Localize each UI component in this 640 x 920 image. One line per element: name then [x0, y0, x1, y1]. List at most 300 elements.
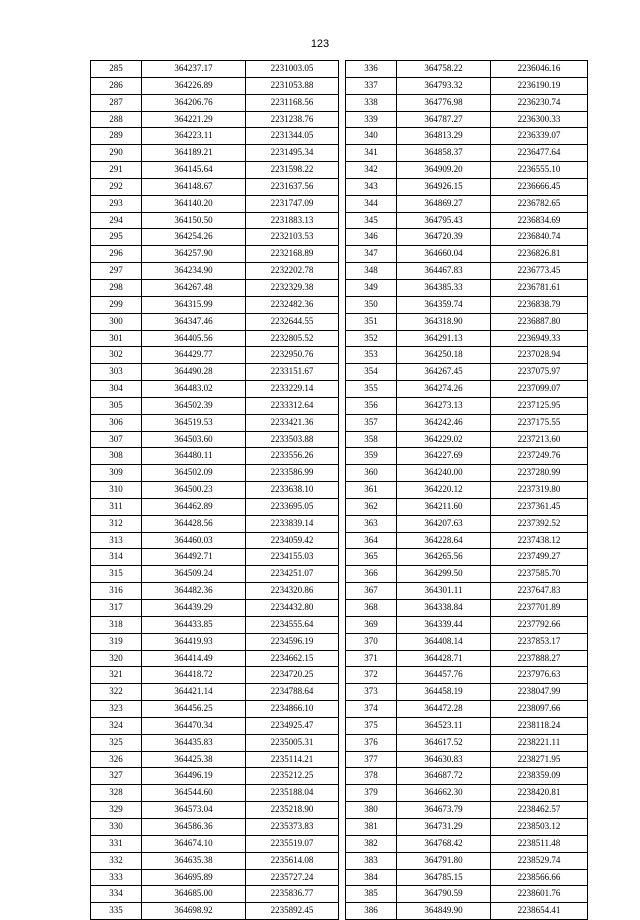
- point-number-cell: 369: [346, 616, 397, 633]
- point-number-cell: 350: [346, 296, 397, 313]
- point-number-cell: 353: [346, 347, 397, 364]
- x-coordinate-cell: 364267.48: [142, 279, 246, 296]
- table-row: [91, 77, 339, 94]
- table-row: [346, 852, 588, 869]
- point-number-cell: 384: [346, 869, 397, 886]
- table-row: [91, 886, 339, 903]
- y-coordinate-cell: 2231637.56: [246, 178, 339, 195]
- x-coordinate-cell: 364254.26: [142, 229, 246, 246]
- table-row: [91, 145, 339, 162]
- point-number-cell: 327: [91, 768, 142, 785]
- point-number-cell: 304: [91, 381, 142, 398]
- x-coordinate-cell: 364148.67: [142, 178, 246, 195]
- point-number-cell: 347: [346, 246, 397, 263]
- y-coordinate-cell: 2236834.69: [491, 212, 588, 229]
- y-coordinate-cell: 2237888.27: [491, 650, 588, 667]
- point-number-cell: 360: [346, 465, 397, 482]
- y-coordinate-cell: 2234155.03: [246, 549, 339, 566]
- y-coordinate-cell: 2236840.74: [491, 229, 588, 246]
- point-number-cell: 354: [346, 364, 397, 381]
- table-row: [346, 145, 588, 162]
- point-number-cell: 340: [346, 128, 397, 145]
- table-row: [346, 802, 588, 819]
- point-number-cell: 314: [91, 549, 142, 566]
- point-number-cell: 383: [346, 852, 397, 869]
- y-coordinate-cell: 2238529.74: [491, 852, 588, 869]
- table-row: [346, 583, 588, 600]
- table-row: [346, 364, 588, 381]
- y-coordinate-cell: 2235212.25: [246, 768, 339, 785]
- point-number-cell: 292: [91, 178, 142, 195]
- x-coordinate-cell: 364503.60: [142, 431, 246, 448]
- y-coordinate-cell: 2236949.33: [491, 330, 588, 347]
- table-row: [346, 195, 588, 212]
- y-coordinate-cell: 2237319.80: [491, 482, 588, 499]
- table-row: [346, 869, 588, 886]
- y-coordinate-cell: 2234251.07: [246, 566, 339, 583]
- table-row: [91, 94, 339, 111]
- table-row: [91, 296, 339, 313]
- y-coordinate-cell: 2234059.42: [246, 532, 339, 549]
- point-number-cell: 355: [346, 381, 397, 398]
- table-row: [346, 482, 588, 499]
- x-coordinate-cell: 364500.23: [142, 482, 246, 499]
- y-coordinate-cell: 2234555.64: [246, 616, 339, 633]
- y-coordinate-cell: 2236230.74: [491, 94, 588, 111]
- table-row: [346, 381, 588, 398]
- point-number-cell: 321: [91, 667, 142, 684]
- y-coordinate-cell: 2236190.19: [491, 77, 588, 94]
- table-row: [91, 903, 339, 920]
- table-row: [346, 818, 588, 835]
- table-row: [91, 448, 339, 465]
- y-coordinate-cell: 2233586.99: [246, 465, 339, 482]
- table-row: [346, 313, 588, 330]
- y-coordinate-cell: 2237280.99: [491, 465, 588, 482]
- table-row: [91, 515, 339, 532]
- point-number-cell: 337: [346, 77, 397, 94]
- x-coordinate-cell: 364250.18: [397, 347, 491, 364]
- x-coordinate-cell: 364630.83: [397, 751, 491, 768]
- table-row: [91, 498, 339, 515]
- point-number-cell: 293: [91, 195, 142, 212]
- point-number-cell: 362: [346, 498, 397, 515]
- table-row: [91, 397, 339, 414]
- point-number-cell: 325: [91, 734, 142, 751]
- table-row: [346, 465, 588, 482]
- table-row: [91, 549, 339, 566]
- y-coordinate-cell: 2231168.56: [246, 94, 339, 111]
- table-row: [91, 364, 339, 381]
- x-coordinate-cell: 364462.89: [142, 498, 246, 515]
- point-number-cell: 366: [346, 566, 397, 583]
- point-number-cell: 332: [91, 852, 142, 869]
- x-coordinate-cell: 364586.36: [142, 818, 246, 835]
- table-row: [346, 903, 588, 920]
- y-coordinate-cell: 2232950.76: [246, 347, 339, 364]
- page-number: 123: [310, 38, 330, 50]
- y-coordinate-cell: 2235218.90: [246, 802, 339, 819]
- y-coordinate-cell: 2234432.80: [246, 600, 339, 617]
- y-coordinate-cell: 2236046.16: [491, 61, 588, 78]
- y-coordinate-cell: 2238601.76: [491, 886, 588, 903]
- table-row: [346, 296, 588, 313]
- point-number-cell: 322: [91, 684, 142, 701]
- y-coordinate-cell: 2232805.52: [246, 330, 339, 347]
- x-coordinate-cell: 364226.89: [142, 77, 246, 94]
- table-row: [91, 566, 339, 583]
- point-number-cell: 302: [91, 347, 142, 364]
- point-number-cell: 376: [346, 734, 397, 751]
- x-coordinate-cell: 364418.72: [142, 667, 246, 684]
- x-coordinate-cell: 364429.77: [142, 347, 246, 364]
- y-coordinate-cell: 2236887.80: [491, 313, 588, 330]
- point-number-cell: 386: [346, 903, 397, 920]
- y-coordinate-cell: 2236555.10: [491, 162, 588, 179]
- y-coordinate-cell: 2237099.07: [491, 381, 588, 398]
- table-row: [91, 195, 339, 212]
- point-number-cell: 335: [91, 903, 142, 920]
- y-coordinate-cell: 2233638.10: [246, 482, 339, 499]
- y-coordinate-cell: 2234866.10: [246, 701, 339, 718]
- x-coordinate-cell: 364758.22: [397, 61, 491, 78]
- x-coordinate-cell: 364470.34: [142, 717, 246, 734]
- point-number-cell: 330: [91, 818, 142, 835]
- point-number-cell: 373: [346, 684, 397, 701]
- y-coordinate-cell: 2237028.94: [491, 347, 588, 364]
- x-coordinate-cell: 364573.04: [142, 802, 246, 819]
- point-number-cell: 319: [91, 633, 142, 650]
- point-number-cell: 338: [346, 94, 397, 111]
- x-coordinate-cell: 364785.15: [397, 869, 491, 886]
- x-coordinate-cell: 364791.80: [397, 852, 491, 869]
- table-row: [346, 717, 588, 734]
- point-number-cell: 381: [346, 818, 397, 835]
- x-coordinate-cell: 364685.00: [142, 886, 246, 903]
- x-coordinate-cell: 364385.33: [397, 279, 491, 296]
- table-row: [346, 229, 588, 246]
- table-row: [91, 869, 339, 886]
- point-number-cell: 288: [91, 111, 142, 128]
- x-coordinate-cell: 364207.63: [397, 515, 491, 532]
- x-coordinate-cell: 364662.30: [397, 785, 491, 802]
- point-number-cell: 371: [346, 650, 397, 667]
- table-row: [346, 684, 588, 701]
- y-coordinate-cell: 2237585.70: [491, 566, 588, 583]
- table-row: [346, 751, 588, 768]
- table-row: [91, 701, 339, 718]
- point-number-cell: 380: [346, 802, 397, 819]
- table-row: [346, 414, 588, 431]
- y-coordinate-cell: 2238047.99: [491, 684, 588, 701]
- x-coordinate-cell: 364299.50: [397, 566, 491, 583]
- x-coordinate-cell: 364509.24: [142, 566, 246, 583]
- point-number-cell: 348: [346, 263, 397, 280]
- y-coordinate-cell: 2237361.45: [491, 498, 588, 515]
- point-number-cell: 316: [91, 583, 142, 600]
- coordinate-table-right: [345, 60, 588, 920]
- point-number-cell: 375: [346, 717, 397, 734]
- x-coordinate-cell: 364456.25: [142, 701, 246, 718]
- point-number-cell: 364: [346, 532, 397, 549]
- y-coordinate-cell: 2233421.36: [246, 414, 339, 431]
- table-row: [91, 431, 339, 448]
- x-coordinate-cell: 364227.69: [397, 448, 491, 465]
- x-coordinate-cell: 364482.36: [142, 583, 246, 600]
- x-coordinate-cell: 364150.50: [142, 212, 246, 229]
- point-number-cell: 372: [346, 667, 397, 684]
- y-coordinate-cell: 2237792.66: [491, 616, 588, 633]
- x-coordinate-cell: 364291.13: [397, 330, 491, 347]
- table-row: [91, 818, 339, 835]
- x-coordinate-cell: 364433.85: [142, 616, 246, 633]
- point-number-cell: 329: [91, 802, 142, 819]
- table-row: [91, 583, 339, 600]
- y-coordinate-cell: 2232482.36: [246, 296, 339, 313]
- x-coordinate-cell: 364339.44: [397, 616, 491, 633]
- y-coordinate-cell: 2238462.57: [491, 802, 588, 819]
- y-coordinate-cell: 2234925.47: [246, 717, 339, 734]
- y-coordinate-cell: 2236782.65: [491, 195, 588, 212]
- y-coordinate-cell: 2238221.11: [491, 734, 588, 751]
- y-coordinate-cell: 2233312.64: [246, 397, 339, 414]
- x-coordinate-cell: 364189.21: [142, 145, 246, 162]
- x-coordinate-cell: 364467.83: [397, 263, 491, 280]
- table-row: [91, 734, 339, 751]
- y-coordinate-cell: 2235519.07: [246, 835, 339, 852]
- x-coordinate-cell: 364731.29: [397, 818, 491, 835]
- y-coordinate-cell: 2235727.24: [246, 869, 339, 886]
- x-coordinate-cell: 364687.72: [397, 768, 491, 785]
- table-row: [91, 751, 339, 768]
- x-coordinate-cell: 364523.11: [397, 717, 491, 734]
- y-coordinate-cell: 2233503.88: [246, 431, 339, 448]
- point-number-cell: 287: [91, 94, 142, 111]
- point-number-cell: 313: [91, 532, 142, 549]
- y-coordinate-cell: 2231053.88: [246, 77, 339, 94]
- table-row: [346, 279, 588, 296]
- table-row: [346, 498, 588, 515]
- point-number-cell: 377: [346, 751, 397, 768]
- point-number-cell: 306: [91, 414, 142, 431]
- x-coordinate-cell: 364790.59: [397, 886, 491, 903]
- table-row: [346, 835, 588, 852]
- x-coordinate-cell: 364267.45: [397, 364, 491, 381]
- x-coordinate-cell: 364439.29: [142, 600, 246, 617]
- x-coordinate-cell: 364257.90: [142, 246, 246, 263]
- table-row: [91, 768, 339, 785]
- table-row: [91, 263, 339, 280]
- x-coordinate-cell: 364338.84: [397, 600, 491, 617]
- y-coordinate-cell: 2236826.81: [491, 246, 588, 263]
- point-number-cell: 378: [346, 768, 397, 785]
- table-row: [346, 111, 588, 128]
- x-coordinate-cell: 364206.76: [142, 94, 246, 111]
- table-row: [346, 212, 588, 229]
- x-coordinate-cell: 364674.10: [142, 835, 246, 852]
- y-coordinate-cell: 2237701.89: [491, 600, 588, 617]
- y-coordinate-cell: 2237647.83: [491, 583, 588, 600]
- y-coordinate-cell: 2231747.09: [246, 195, 339, 212]
- point-number-cell: 323: [91, 701, 142, 718]
- point-number-cell: 290: [91, 145, 142, 162]
- point-number-cell: 294: [91, 212, 142, 229]
- x-coordinate-cell: 364211.60: [397, 498, 491, 515]
- point-number-cell: 336: [346, 61, 397, 78]
- point-number-cell: 303: [91, 364, 142, 381]
- point-number-cell: 331: [91, 835, 142, 852]
- x-coordinate-cell: 364502.39: [142, 397, 246, 414]
- table-row: [91, 532, 339, 549]
- table-row: [346, 734, 588, 751]
- table-row: [91, 229, 339, 246]
- point-number-cell: 346: [346, 229, 397, 246]
- x-coordinate-cell: 364457.76: [397, 667, 491, 684]
- point-number-cell: 368: [346, 600, 397, 617]
- point-number-cell: 326: [91, 751, 142, 768]
- point-number-cell: 349: [346, 279, 397, 296]
- point-number-cell: 334: [91, 886, 142, 903]
- point-number-cell: 379: [346, 785, 397, 802]
- x-coordinate-cell: 364414.49: [142, 650, 246, 667]
- table-row: [91, 482, 339, 499]
- y-coordinate-cell: 2238511.48: [491, 835, 588, 852]
- y-coordinate-cell: 2236300.33: [491, 111, 588, 128]
- y-coordinate-cell: 2231598.22: [246, 162, 339, 179]
- point-number-cell: 361: [346, 482, 397, 499]
- y-coordinate-cell: 2237976.63: [491, 667, 588, 684]
- table-row: [346, 600, 588, 617]
- x-coordinate-cell: 364221.29: [142, 111, 246, 128]
- table-row: [346, 532, 588, 549]
- y-coordinate-cell: 2235892.45: [246, 903, 339, 920]
- point-number-cell: 310: [91, 482, 142, 499]
- y-coordinate-cell: 2238271.95: [491, 751, 588, 768]
- y-coordinate-cell: 2235188.04: [246, 785, 339, 802]
- table-row: [91, 61, 339, 78]
- y-coordinate-cell: 2231003.05: [246, 61, 339, 78]
- x-coordinate-cell: 364544.60: [142, 785, 246, 802]
- x-coordinate-cell: 364472.28: [397, 701, 491, 718]
- x-coordinate-cell: 364274.26: [397, 381, 491, 398]
- point-number-cell: 351: [346, 313, 397, 330]
- point-number-cell: 285: [91, 61, 142, 78]
- point-number-cell: 320: [91, 650, 142, 667]
- coordinate-table-right-body: [346, 61, 588, 920]
- point-number-cell: 308: [91, 448, 142, 465]
- x-coordinate-cell: 364490.28: [142, 364, 246, 381]
- x-coordinate-cell: 364265.56: [397, 549, 491, 566]
- table-row: [346, 431, 588, 448]
- y-coordinate-cell: 2238118.24: [491, 717, 588, 734]
- point-number-cell: 295: [91, 229, 142, 246]
- point-number-cell: 385: [346, 886, 397, 903]
- y-coordinate-cell: 2238359.09: [491, 768, 588, 785]
- point-number-cell: 344: [346, 195, 397, 212]
- x-coordinate-cell: 364909.20: [397, 162, 491, 179]
- x-coordinate-cell: 364237.17: [142, 61, 246, 78]
- y-coordinate-cell: 2235836.77: [246, 886, 339, 903]
- table-row: [91, 246, 339, 263]
- table-row: [91, 650, 339, 667]
- point-number-cell: 370: [346, 633, 397, 650]
- table-row: [346, 61, 588, 78]
- y-coordinate-cell: 2237249.76: [491, 448, 588, 465]
- x-coordinate-cell: 364458.19: [397, 684, 491, 701]
- point-number-cell: 342: [346, 162, 397, 179]
- table-row: [346, 77, 588, 94]
- table-row: [91, 279, 339, 296]
- point-number-cell: 363: [346, 515, 397, 532]
- point-number-cell: 305: [91, 397, 142, 414]
- table-row: [346, 515, 588, 532]
- table-row: [346, 448, 588, 465]
- y-coordinate-cell: 2233151.67: [246, 364, 339, 381]
- point-number-cell: 317: [91, 600, 142, 617]
- point-number-cell: 296: [91, 246, 142, 263]
- y-coordinate-cell: 2238420.81: [491, 785, 588, 802]
- y-coordinate-cell: 2237175.55: [491, 414, 588, 431]
- table-row: [346, 178, 588, 195]
- y-coordinate-cell: 2234788.64: [246, 684, 339, 701]
- y-coordinate-cell: 2233556.26: [246, 448, 339, 465]
- table-row: [346, 701, 588, 718]
- point-number-cell: 358: [346, 431, 397, 448]
- x-coordinate-cell: 364425.38: [142, 751, 246, 768]
- y-coordinate-cell: 2238503.12: [491, 818, 588, 835]
- x-coordinate-cell: 364858.37: [397, 145, 491, 162]
- coordinate-table-left: [90, 60, 339, 920]
- y-coordinate-cell: 2236339.07: [491, 128, 588, 145]
- x-coordinate-cell: 364793.32: [397, 77, 491, 94]
- y-coordinate-cell: 2236477.64: [491, 145, 588, 162]
- point-number-cell: 339: [346, 111, 397, 128]
- table-row: [91, 633, 339, 650]
- y-coordinate-cell: 2237075.97: [491, 364, 588, 381]
- x-coordinate-cell: 364695.89: [142, 869, 246, 886]
- table-row: [91, 414, 339, 431]
- y-coordinate-cell: 2232329.38: [246, 279, 339, 296]
- point-number-cell: 289: [91, 128, 142, 145]
- table-row: [91, 465, 339, 482]
- point-number-cell: 333: [91, 869, 142, 886]
- x-coordinate-cell: 364421.14: [142, 684, 246, 701]
- point-number-cell: 307: [91, 431, 142, 448]
- x-coordinate-cell: 364242.46: [397, 414, 491, 431]
- y-coordinate-cell: 2233839.14: [246, 515, 339, 532]
- table-row: [346, 886, 588, 903]
- table-row: [346, 785, 588, 802]
- point-number-cell: 356: [346, 397, 397, 414]
- y-coordinate-cell: 2238097.66: [491, 701, 588, 718]
- x-coordinate-cell: 364660.04: [397, 246, 491, 263]
- point-number-cell: 367: [346, 583, 397, 600]
- y-coordinate-cell: 2237438.12: [491, 532, 588, 549]
- x-coordinate-cell: 364359.74: [397, 296, 491, 313]
- x-coordinate-cell: 364405.56: [142, 330, 246, 347]
- x-coordinate-cell: 364428.71: [397, 650, 491, 667]
- table-row: [91, 347, 339, 364]
- table-row: [346, 616, 588, 633]
- point-number-cell: 343: [346, 178, 397, 195]
- point-number-cell: 301: [91, 330, 142, 347]
- x-coordinate-cell: 364273.13: [397, 397, 491, 414]
- y-coordinate-cell: 2237125.95: [491, 397, 588, 414]
- x-coordinate-cell: 364776.98: [397, 94, 491, 111]
- point-number-cell: 299: [91, 296, 142, 313]
- x-coordinate-cell: 364720.39: [397, 229, 491, 246]
- y-coordinate-cell: 2235614.08: [246, 852, 339, 869]
